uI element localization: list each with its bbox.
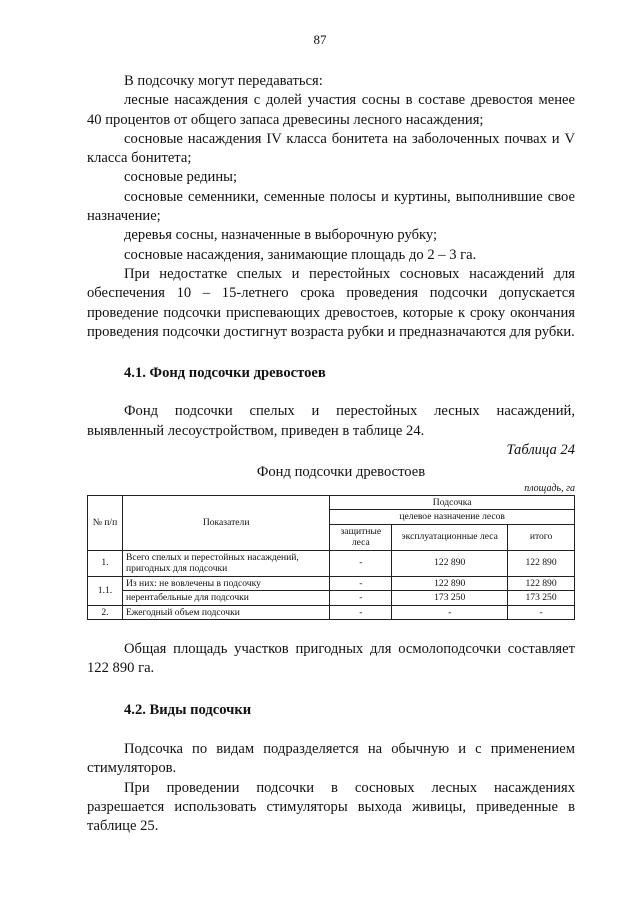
- table-row: [88, 605, 575, 620]
- row-exploitation: 122 890: [392, 550, 508, 576]
- section-heading-4-1: 4.1. Фонд подсочки древостоев: [124, 365, 326, 382]
- table-title: Фонд подсочки древостоев: [256, 464, 426, 481]
- total-area-paragraph: Общая площадь участков пригодных для осмолоподсочки составляет 122 890 га.: [87, 641, 575, 677]
- section-4-1-paragraph: Фонд подсочки спелых и перестойных лесных насаждений, выявленный лесоустройством, приведен в таблице 24.: [87, 403, 575, 439]
- row-label: Всего спелых и перестойных насаждений, пригодных для подсочки: [122, 550, 329, 576]
- fund-table: [87, 495, 575, 621]
- row-num: 2.: [88, 605, 123, 620]
- row-total: 122 890: [508, 550, 575, 576]
- header-total: итого: [508, 524, 575, 550]
- row-exploitation: -: [392, 605, 508, 620]
- row-protective: -: [330, 550, 392, 576]
- row-total: 173 250: [508, 591, 575, 606]
- intro-paragraph: сосновые насаждения IV класса бонитета на заболоченных почвах и V класса бонитета;: [87, 130, 575, 167]
- row-protective: -: [330, 591, 392, 606]
- row-label: нерентабельные для подсочки: [122, 591, 329, 606]
- row-protective: -: [330, 576, 392, 591]
- intro-paragraph: В подсочку могут передаваться:: [124, 73, 323, 89]
- row-total: 122 890: [508, 576, 575, 591]
- table-row: [88, 550, 575, 576]
- document-body: [87, 72, 575, 837]
- section-4-2-paragraph: При проведении подсочки в сосновых лесных насаждениях разрешается использовать стимуляторы выхода живицы, приведенные в таблице 25.: [87, 779, 575, 835]
- table-row: [88, 591, 575, 606]
- header-exploitation: эксплуатационные леса: [392, 524, 508, 550]
- header-indicators: Показатели: [122, 495, 329, 550]
- row-total: -: [508, 605, 575, 620]
- row-num: 1.1.: [88, 576, 123, 605]
- intro-paragraph: сосновые насаждения, занимающие площадь до 2 – 3 га.: [124, 246, 477, 263]
- row-label: Ежегодный объем подсочки: [122, 605, 329, 620]
- table-caption: Таблица 24: [506, 442, 575, 459]
- section-heading-4-2: 4.2. Виды подсочки: [124, 701, 252, 718]
- intro-paragraph: деревья сосны, назначенные в выборочную рубку;: [124, 227, 438, 244]
- intro-paragraph: При недостатке спелых и перестойных сосновых насаждений для обеспечения 10 – 15-летнего срока проведения подсочки допускается проведение подсочки приспевающих древостоев, которые к сроку окончания проведения подсочки достигнут возраста рубки и предназначаются для рубки.: [87, 265, 575, 340]
- row-label: Из них: не вовлечены в подсочку: [122, 576, 329, 591]
- header-subgroup: целевое назначение лесов: [330, 510, 575, 525]
- header-protective: защитные леса: [330, 524, 392, 550]
- row-num: 1.: [88, 550, 123, 576]
- row-exploitation: 122 890: [392, 576, 508, 591]
- row-protective: -: [330, 605, 392, 620]
- intro-paragraph: лесные насаждения с долей участия сосны в составе древостоя менее 40 процентов от общего запаса древесины лесного насаждения;: [87, 92, 575, 128]
- header-group: Подсочка: [330, 495, 575, 510]
- section-4-2-paragraph: Подсочка по видам подразделяется на обычную и с применением стимуляторов.: [87, 741, 575, 777]
- header-num: № п/п: [88, 495, 123, 550]
- row-exploitation: 173 250: [392, 591, 508, 606]
- table-row: [88, 576, 575, 591]
- intro-paragraph: сосновые редины;: [124, 169, 238, 186]
- intro-paragraph: сосновые семенники, семенные полосы и куртины, выполнившие свое назначение;: [87, 188, 575, 225]
- table-unit: площадь, га: [524, 482, 575, 494]
- page-number: 87: [313, 32, 327, 47]
